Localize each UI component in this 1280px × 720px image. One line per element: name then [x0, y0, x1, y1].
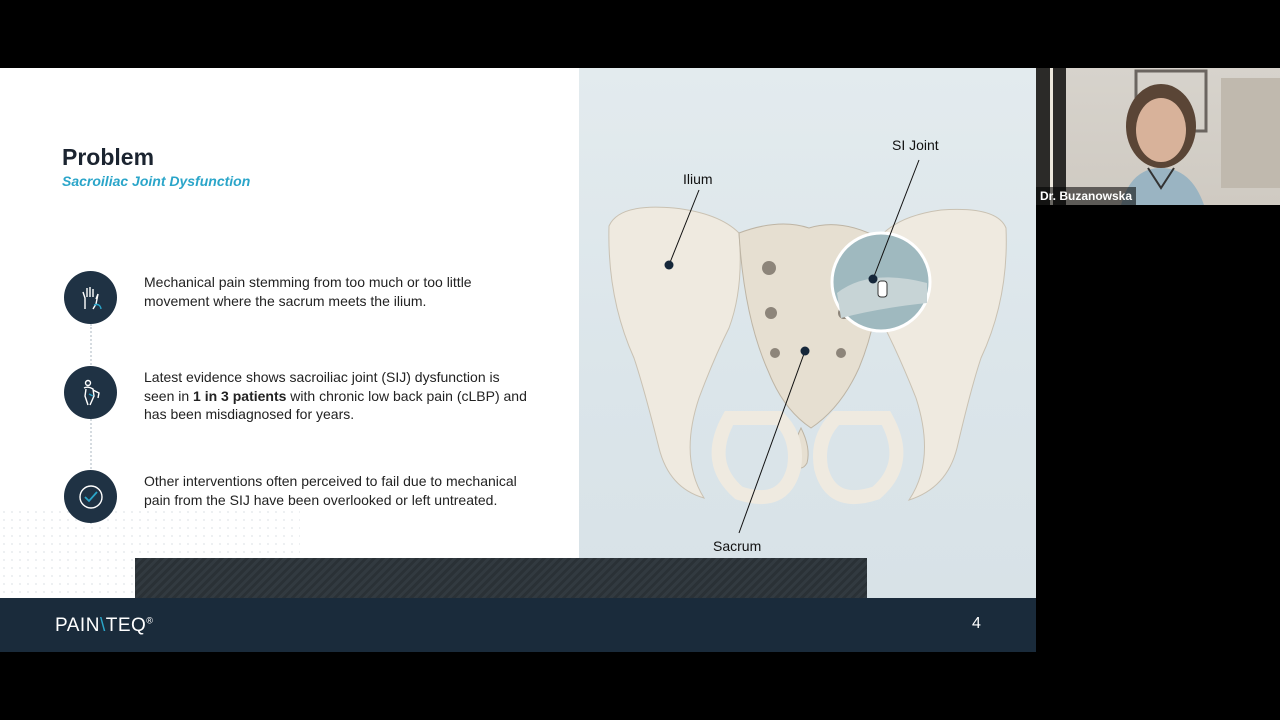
presentation-slide [0, 68, 1036, 652]
bullet-highlight: 1 in 3 patients [193, 387, 287, 404]
webcam-thumbnail[interactable] [1036, 68, 1280, 205]
pelvis-image-panel [579, 68, 1036, 598]
painteq-logo: PAIN\TEQ® [55, 615, 154, 636]
bullet-text-3: Other interventions often perceived to fail due to mechanical pain from the SIJ have been overlooked or left untreated. [144, 473, 517, 508]
pelvis-illustration [579, 68, 1036, 598]
hand-pain-icon [64, 271, 117, 324]
speaker-video [1036, 68, 1280, 205]
si-joint-label: SI Joint [892, 137, 939, 153]
slide-subtitle: Sacroiliac Joint Dysfunction [62, 173, 251, 189]
participant-name: Dr. Buzanowska [1036, 187, 1136, 205]
page-number: 4 [972, 615, 981, 632]
slide-text-panel [0, 68, 579, 598]
sacrum-label: Sacrum [713, 538, 762, 554]
slide-footer [0, 598, 1036, 652]
slide-title: Problem [62, 144, 155, 170]
bullet-text-2: Latest evidence shows sacroiliac joint (SIJ) dysfunction is seen in 1 in 3 patients with chronic low back pain (cLBP) and has been misdiagnosed for years. [144, 369, 527, 422]
bullet-text-1: Mechanical pain stemming from too much or too little movement where the sacrum meets the ilium. [144, 274, 472, 309]
back-pain-icon [64, 366, 117, 419]
check-circle-icon [64, 470, 117, 523]
ilium-label: Ilium [683, 171, 713, 187]
